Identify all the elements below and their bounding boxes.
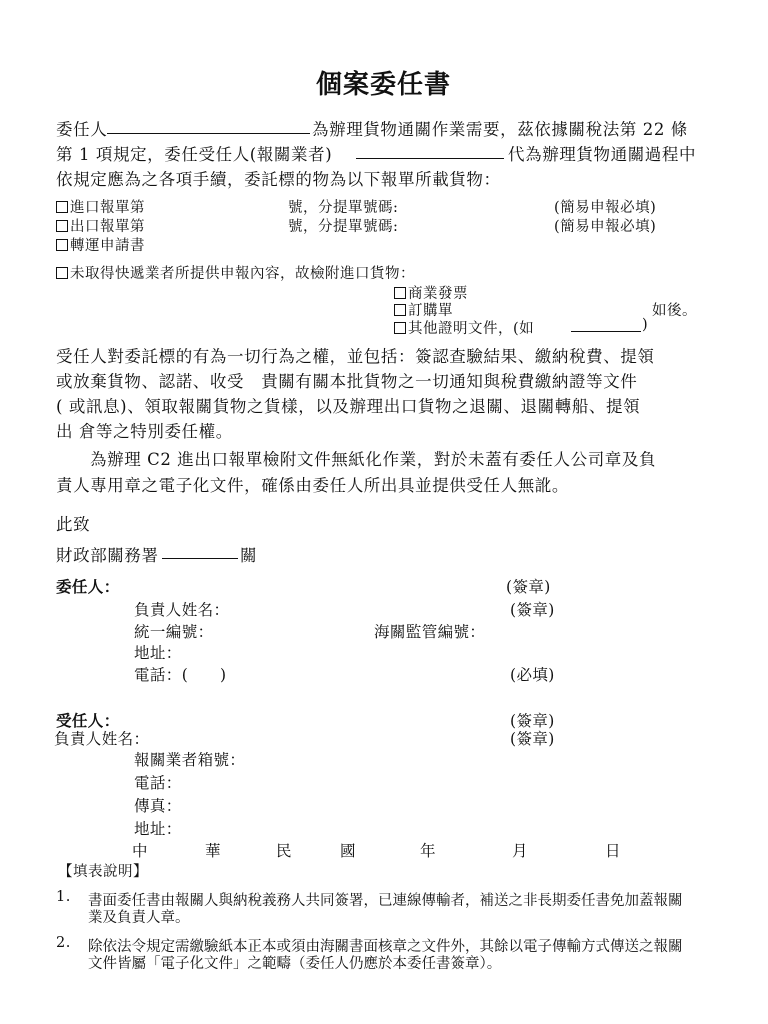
agent-phone-label: 電話： — [134, 774, 182, 792]
date-month-label: 月 — [512, 842, 528, 860]
intro-line-2b: 代為辦理貨物通關過程中 — [508, 145, 697, 164]
authority-line-2: 或放棄貨物、認諾、收受 貴關有關本批貨物之一切通知與稅費繳納證等文件 — [56, 372, 638, 391]
export-checkbox[interactable] — [56, 220, 68, 232]
date-char-zhong: 中 — [132, 842, 148, 860]
principal-phone-required: (必填) — [510, 666, 555, 684]
import-required-note: (簡易申報必填) — [554, 200, 657, 216]
c2-line-1: 為辦理 C2 進出口報單檢附文件無紙化作業，對於未蓋有委任人公司章及負 — [90, 450, 657, 469]
intro-line-1a: 委任人 — [56, 120, 108, 139]
principal-uniform-number-label: 統一編號： — [134, 623, 214, 641]
customs-office-blank[interactable] — [162, 558, 238, 559]
import-checkbox[interactable] — [56, 201, 68, 213]
note-1-line-1: 書面委任書由報關人與納稅義務人共同簽署，已連線傳輸者，補送之非長期委任書免加蓋報關 — [88, 893, 683, 909]
date-char-min: 民 — [276, 842, 292, 860]
principal-phone-label: 電話：( ) — [134, 666, 227, 684]
principal-seal: (簽章) — [506, 578, 551, 596]
transit-checkbox[interactable] — [56, 239, 68, 251]
intro-line-1b: 為辦理貨物通關作業需要，茲依據關稅法第 22 條 — [312, 120, 688, 139]
transit-application-option[interactable]: 轉運申請書 — [56, 234, 145, 255]
authority-line-1: 受任人對委託標的有為一切行為之權，並包括：簽認查驗結果、繳納稅費、提領 — [56, 347, 655, 366]
other-documents-blank[interactable] — [571, 331, 641, 332]
other-documents-option[interactable]: 其他證明文件，(如 — [394, 317, 534, 338]
recipient-label: 財政部關務署 — [56, 546, 159, 565]
commercial-invoice-option[interactable]: 商業發票 — [394, 282, 468, 303]
date-year-label: 年 — [420, 842, 436, 860]
agent-heading: 受任人： — [56, 711, 120, 730]
salutation: 此致 — [56, 515, 91, 534]
principal-rep-name-label: 負責人姓名： — [134, 601, 230, 619]
note-1-number: 1. — [56, 889, 71, 905]
purchase-order-checkbox[interactable] — [394, 304, 406, 316]
date-char-hua: 華 — [205, 842, 221, 860]
principal-rep-seal: (簽章) — [510, 601, 555, 619]
principal-customs-number-label: 海關監管編號： — [374, 623, 486, 641]
date-char-guo: 國 — [340, 842, 356, 860]
agent-address-label: 地址： — [134, 820, 182, 838]
express-checkbox[interactable] — [56, 267, 68, 279]
agent-fax-label: 傳真： — [134, 797, 182, 815]
c2-line-2: 責人專用章之電子化文件，確係由委任人所出具並提供受任人無訛。 — [56, 476, 569, 495]
intro-line-3: 依規定應為之各項手續，委託標的物為以下報單所載貨物： — [56, 170, 501, 189]
import-number-label: 號，分提單號碼: — [288, 200, 399, 216]
principal-heading: 委任人： — [56, 577, 120, 596]
note-2-line-2: 文件皆屬「電子化文件」之範疇（委任人仍應於本委任書簽章）。 — [88, 956, 502, 972]
note-2-line-1: 除依法令規定需繳驗紙本正本或須由海關書面核章之文件外，其餘以電子傳輸方式傳送之報關 — [88, 939, 683, 955]
recipient-suffix: 關 — [240, 546, 258, 565]
note-2-number: 2. — [56, 935, 71, 951]
date-line — [0, 839, 768, 859]
notes-heading: 【填表說明】 — [58, 864, 148, 880]
agent-rep-seal: (簽章) — [510, 730, 555, 748]
intro-line-2a: 第 1 項規定，委任受任人(報關業者) — [56, 145, 333, 164]
agent-rep-name-label: 負責人姓名： — [54, 730, 150, 748]
authority-line-4: 出 倉等之特別委任權。 — [56, 422, 233, 441]
agent-name-blank[interactable] — [356, 158, 504, 159]
express-goods-option[interactable]: 未取得快遞業者所提供申報內容，故檢附進口貨物： — [56, 262, 415, 283]
date-day-label: 日 — [605, 842, 621, 860]
export-number-label: 號，分提單號碼: — [288, 219, 399, 235]
authority-line-3: ( 或訊息)、領取報關貨物之貨樣，以及辦理出口貨物之退關、退關轉船、提領 — [56, 397, 641, 416]
export-required-note: (簡易申報必填) — [554, 219, 657, 235]
principal-name-blank[interactable] — [107, 133, 310, 134]
other-documents-checkbox[interactable] — [394, 322, 406, 334]
principal-address-label: 地址： — [134, 644, 182, 662]
purchase-order-option[interactable]: 訂購單 — [394, 299, 453, 320]
note-1-line-2: 業及負責人章。 — [88, 910, 190, 926]
as-follows-text: 如後。 — [652, 303, 697, 319]
agent-seal: (簽章) — [510, 712, 555, 730]
commercial-invoice-checkbox[interactable] — [394, 287, 406, 299]
agent-broker-box-label: 報關業者箱號： — [134, 751, 246, 769]
document-title: 個案委任書 — [316, 70, 452, 100]
export-declaration-option[interactable]: 出口報單第 — [56, 215, 145, 236]
import-declaration-option[interactable]: 進口報單第 — [56, 196, 145, 217]
other-documents-close: ) — [642, 317, 649, 333]
